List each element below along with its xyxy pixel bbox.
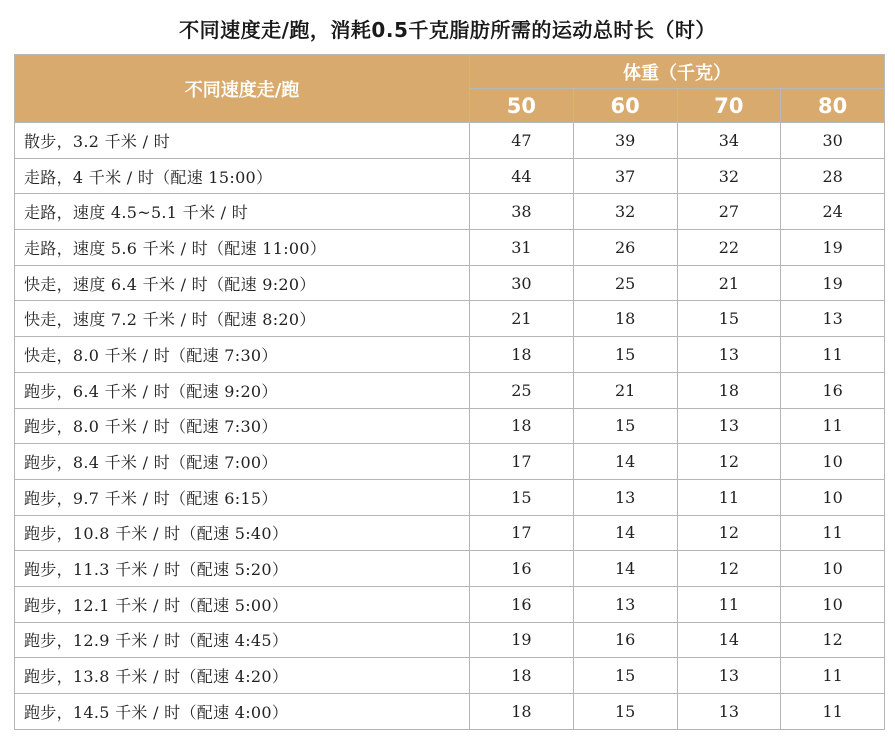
row-label: 跑步，9.7 千米 / 时（配速 6:15）	[15, 479, 470, 515]
row-value-70: 13	[677, 658, 781, 694]
row-value-60: 32	[573, 194, 677, 230]
table-row	[15, 515, 885, 551]
row-value-80: 19	[781, 265, 885, 301]
row-value-50: 18	[470, 694, 574, 730]
row-value-50: 16	[470, 551, 574, 587]
weight-group-header: 体重（千克）	[470, 55, 885, 89]
row-header: 不同速度走/跑	[15, 55, 470, 123]
row-value-80: 11	[781, 337, 885, 373]
row-label: 快走，8.0 千米 / 时（配速 7:30）	[15, 337, 470, 373]
row-value-80: 11	[781, 658, 885, 694]
row-value-70: 13	[677, 694, 781, 730]
row-label: 散步，3.2 千米 / 时	[15, 123, 470, 159]
row-value-80: 16	[781, 372, 885, 408]
row-value-50: 18	[470, 658, 574, 694]
row-value-50: 44	[470, 158, 574, 194]
row-value-60: 15	[573, 658, 677, 694]
row-value-60: 15	[573, 408, 677, 444]
row-value-70: 11	[677, 479, 781, 515]
row-value-60: 15	[573, 337, 677, 373]
row-value-60: 13	[573, 479, 677, 515]
row-value-80: 10	[781, 551, 885, 587]
table-body	[15, 123, 885, 730]
table-row	[15, 622, 885, 658]
row-value-70: 14	[677, 622, 781, 658]
table-row	[15, 444, 885, 480]
row-value-50: 16	[470, 586, 574, 622]
table-row	[15, 194, 885, 230]
exercise-time-table	[14, 54, 885, 730]
row-value-70: 13	[677, 408, 781, 444]
table-row	[15, 265, 885, 301]
row-value-60: 39	[573, 123, 677, 159]
row-value-60: 21	[573, 372, 677, 408]
table-row	[15, 658, 885, 694]
table-row	[15, 123, 885, 159]
row-value-60: 16	[573, 622, 677, 658]
row-value-50: 18	[470, 337, 574, 373]
row-label: 跑步，8.0 千米 / 时（配速 7:30）	[15, 408, 470, 444]
row-label: 走路，速度 4.5~5.1 千米 / 时	[15, 194, 470, 230]
row-value-50: 15	[470, 479, 574, 515]
weight-header-60: 60	[573, 89, 677, 123]
row-value-60: 13	[573, 586, 677, 622]
table-row	[15, 694, 885, 730]
row-value-80: 30	[781, 123, 885, 159]
row-value-50: 18	[470, 408, 574, 444]
page-title: 不同速度走/跑，消耗0.5千克脂肪所需的运动总时长（时）	[179, 18, 716, 42]
header-row-group	[15, 55, 885, 89]
row-value-80: 11	[781, 694, 885, 730]
row-value-60: 25	[573, 265, 677, 301]
row-label: 跑步，12.1 千米 / 时（配速 5:00）	[15, 586, 470, 622]
row-value-60: 15	[573, 694, 677, 730]
table-row	[15, 372, 885, 408]
row-value-70: 27	[677, 194, 781, 230]
weight-header-70: 70	[677, 89, 781, 123]
row-value-50: 47	[470, 123, 574, 159]
row-value-70: 18	[677, 372, 781, 408]
row-value-50: 25	[470, 372, 574, 408]
row-value-60: 14	[573, 551, 677, 587]
row-value-50: 21	[470, 301, 574, 337]
row-label: 跑步，14.5 千米 / 时（配速 4:00）	[15, 694, 470, 730]
table-row	[15, 408, 885, 444]
row-value-80: 10	[781, 479, 885, 515]
row-label: 跑步，11.3 千米 / 时（配速 5:20）	[15, 551, 470, 587]
table-row	[15, 230, 885, 266]
row-value-70: 12	[677, 444, 781, 480]
row-label: 快走，速度 7.2 千米 / 时（配速 8:20）	[15, 301, 470, 337]
row-value-60: 18	[573, 301, 677, 337]
row-value-50: 38	[470, 194, 574, 230]
row-value-50: 17	[470, 444, 574, 480]
row-label: 跑步，6.4 千米 / 时（配速 9:20）	[15, 372, 470, 408]
table-row	[15, 551, 885, 587]
row-label: 快走，速度 6.4 千米 / 时（配速 9:20）	[15, 265, 470, 301]
row-value-50: 17	[470, 515, 574, 551]
table-row	[15, 158, 885, 194]
row-value-80: 11	[781, 515, 885, 551]
row-value-70: 11	[677, 586, 781, 622]
row-value-80: 12	[781, 622, 885, 658]
row-label: 跑步，12.9 千米 / 时（配速 4:45）	[15, 622, 470, 658]
row-value-80: 10	[781, 586, 885, 622]
row-label: 跑步，10.8 千米 / 时（配速 5:40）	[15, 515, 470, 551]
row-value-70: 21	[677, 265, 781, 301]
table-row	[15, 301, 885, 337]
weight-header-80: 80	[781, 89, 885, 123]
row-value-70: 22	[677, 230, 781, 266]
table-row	[15, 337, 885, 373]
row-label: 跑步，13.8 千米 / 时（配速 4:20）	[15, 658, 470, 694]
row-value-80: 28	[781, 158, 885, 194]
row-value-80: 13	[781, 301, 885, 337]
row-label: 走路，4 千米 / 时（配速 15:00）	[15, 158, 470, 194]
row-value-80: 19	[781, 230, 885, 266]
row-value-80: 10	[781, 444, 885, 480]
row-label: 跑步，8.4 千米 / 时（配速 7:00）	[15, 444, 470, 480]
row-value-70: 15	[677, 301, 781, 337]
row-value-50: 31	[470, 230, 574, 266]
row-label: 走路，速度 5.6 千米 / 时（配速 11:00）	[15, 230, 470, 266]
row-value-60: 14	[573, 515, 677, 551]
row-value-70: 32	[677, 158, 781, 194]
weight-header-50: 50	[470, 89, 574, 123]
row-value-80: 24	[781, 194, 885, 230]
table-row	[15, 479, 885, 515]
row-value-70: 34	[677, 123, 781, 159]
row-value-70: 12	[677, 515, 781, 551]
row-value-50: 19	[470, 622, 574, 658]
row-value-50: 30	[470, 265, 574, 301]
row-value-60: 26	[573, 230, 677, 266]
table-row	[15, 586, 885, 622]
row-value-60: 14	[573, 444, 677, 480]
row-value-80: 11	[781, 408, 885, 444]
row-value-60: 37	[573, 158, 677, 194]
row-value-70: 12	[677, 551, 781, 587]
row-value-70: 13	[677, 337, 781, 373]
